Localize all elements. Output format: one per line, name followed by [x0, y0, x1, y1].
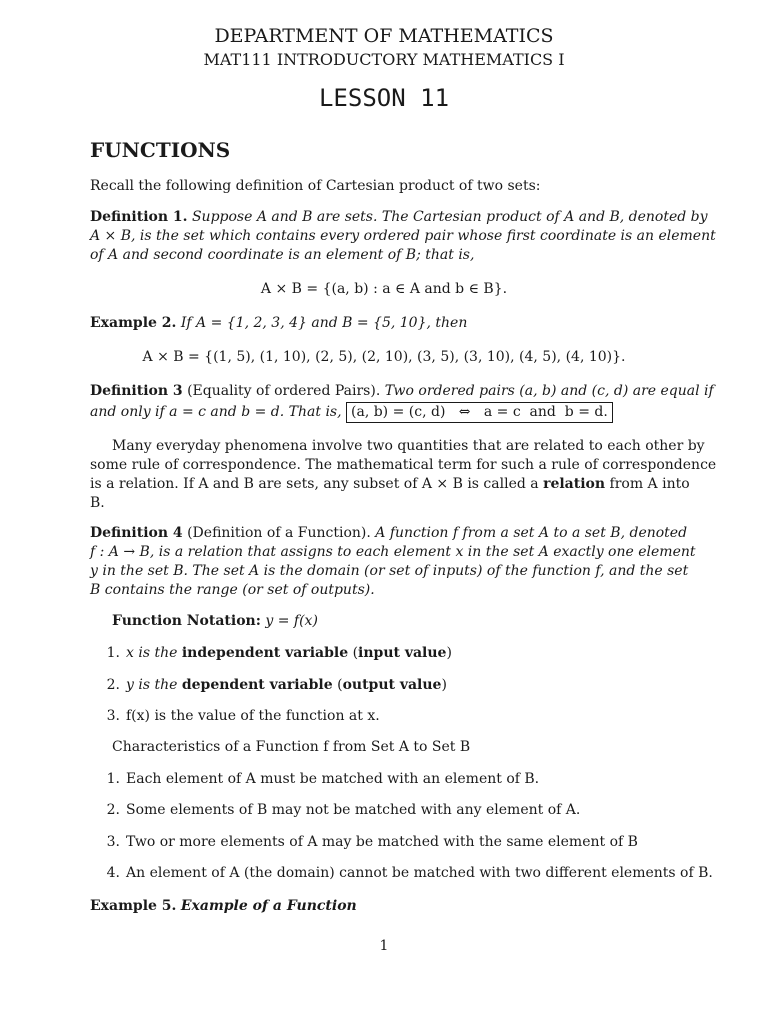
relation-term: relation	[543, 476, 606, 492]
list-number: 2.	[106, 802, 120, 818]
output-value-term: output value	[342, 677, 442, 693]
definition-3-paren: (Equality of ordered Pairs).	[187, 383, 381, 399]
relation-line3	[90, 475, 690, 494]
relation-line3a: is a relation. If A and B are sets, any subset of A × B is called a	[90, 476, 539, 492]
definition-3-label: Definition 3	[90, 383, 183, 399]
example-5	[90, 897, 357, 916]
definition-4	[90, 524, 687, 543]
definition-1-line1: Suppose A and B are sets. The Cartesian product of A and B, denoted by	[191, 209, 708, 225]
notation-item-text: y is the	[126, 677, 178, 693]
list-number: 3.	[106, 708, 120, 724]
list-number: 3.	[106, 834, 120, 850]
definition-3-line1: Two ordered pairs (a, b) and (c, d) are equal if	[384, 383, 714, 399]
function-notation-formula: y = f(x)	[265, 613, 318, 629]
section-title: FUNCTIONS	[90, 138, 231, 162]
definition-4-label: Definition 4	[90, 525, 183, 541]
paren-close: )	[441, 677, 447, 693]
input-value-term: input value	[358, 645, 447, 661]
department-heading: DEPARTMENT OF MATHEMATICS	[214, 25, 554, 47]
characteristic-text: Each element of A must be matched with an element of B.	[126, 771, 540, 787]
definition-4-line3: y in the set B. The set A is the domain (or set of inputs) of the function f, and the set	[90, 563, 689, 579]
example-2	[90, 314, 467, 333]
list-number: 2.	[106, 677, 120, 693]
definition-3-line2: and only if a = c and b = d. That is,	[90, 404, 342, 420]
notation-item	[102, 644, 452, 663]
page-number: 1	[379, 938, 389, 954]
notation-item	[102, 676, 447, 695]
cartesian-product-formula: A × B = {(a, b) : a ∈ A and b ∈ B}.	[260, 281, 508, 297]
paren-open: (	[352, 645, 359, 661]
example-5-label: Example 5.	[90, 898, 177, 914]
definition-1	[90, 208, 708, 227]
example-2-text: If A = {1, 2, 3, 4} and B = {5, 10}, then	[180, 315, 468, 331]
definition-4-paren: (Definition of a Function).	[187, 525, 371, 541]
characteristic-text: Some elements of B may not be matched with any element of A.	[126, 802, 581, 818]
notation-item-text: f(x) is the value of the function at x.	[126, 708, 380, 724]
definition-4-line1: A function f from a set A to a set B, denoted	[375, 525, 688, 541]
characteristic-item	[102, 833, 638, 852]
characteristic-text: Two or more elements of A may be matched with the same element of B	[126, 834, 638, 850]
notation-item-text: x is the	[126, 645, 178, 661]
characteristic-item	[102, 801, 580, 820]
paren-open: (	[337, 677, 343, 693]
paren-close: )	[446, 645, 452, 661]
relation-line3c: from A into	[609, 476, 690, 492]
characteristic-item	[102, 770, 539, 789]
intro-text: Recall the following definition of Cartesian product of two sets:	[90, 178, 541, 194]
list-number: 4.	[106, 865, 120, 881]
function-notation	[112, 612, 318, 631]
relation-line2: some rule of correspondence. The mathematical term for such a rule of correspondence	[90, 457, 717, 473]
course-heading: MAT111 INTRODUCTORY MATHEMATICS I	[203, 50, 565, 69]
lesson-heading: LESSON 11	[318, 84, 450, 112]
dependent-variable-term: dependent variable	[181, 677, 333, 693]
example-2-formula: A × B = {(1, 5), (1, 10), (2, 5), (2, 10), (3, 5), (3, 10), (4, 5), (4, 10)}.	[142, 349, 626, 365]
relation-line4: B.	[90, 495, 105, 511]
example-2-label: Example 2.	[90, 315, 177, 331]
characteristics-heading: Characteristics of a Function f from Set A to Set B	[112, 739, 471, 755]
notation-item	[102, 707, 380, 726]
list-number: 1.	[106, 645, 120, 661]
list-number: 1.	[106, 771, 120, 787]
definition-4-line2: f : A → B, is a relation that assigns to each element x in the set A exactly one element	[90, 544, 696, 560]
definition-1-line3: of A and second coordinate is an element of B; that is,	[90, 247, 475, 263]
definition-3-line2-row	[90, 402, 613, 423]
relation-line1: Many everyday phenomena involve two quantities that are related to each other by	[112, 438, 705, 454]
characteristic-item	[102, 864, 713, 883]
definition-1-line2: A × B, is the set which contains every ordered pair whose first coordinate is an element	[90, 228, 716, 244]
definition-3	[90, 382, 714, 401]
definition-4-line4: B contains the range (or set of outputs).	[90, 582, 375, 598]
equality-boxed-formula: (a, b) = (c, d) ⇔ a = c and b = d.	[346, 402, 613, 423]
independent-variable-term: independent variable	[181, 645, 349, 661]
function-notation-label: Function Notation:	[112, 613, 261, 629]
example-5-text: Example of a Function	[180, 898, 357, 914]
definition-1-label: Definition 1.	[90, 209, 188, 225]
characteristic-text: An element of A (the domain) cannot be matched with two different elements of B.	[126, 865, 713, 881]
